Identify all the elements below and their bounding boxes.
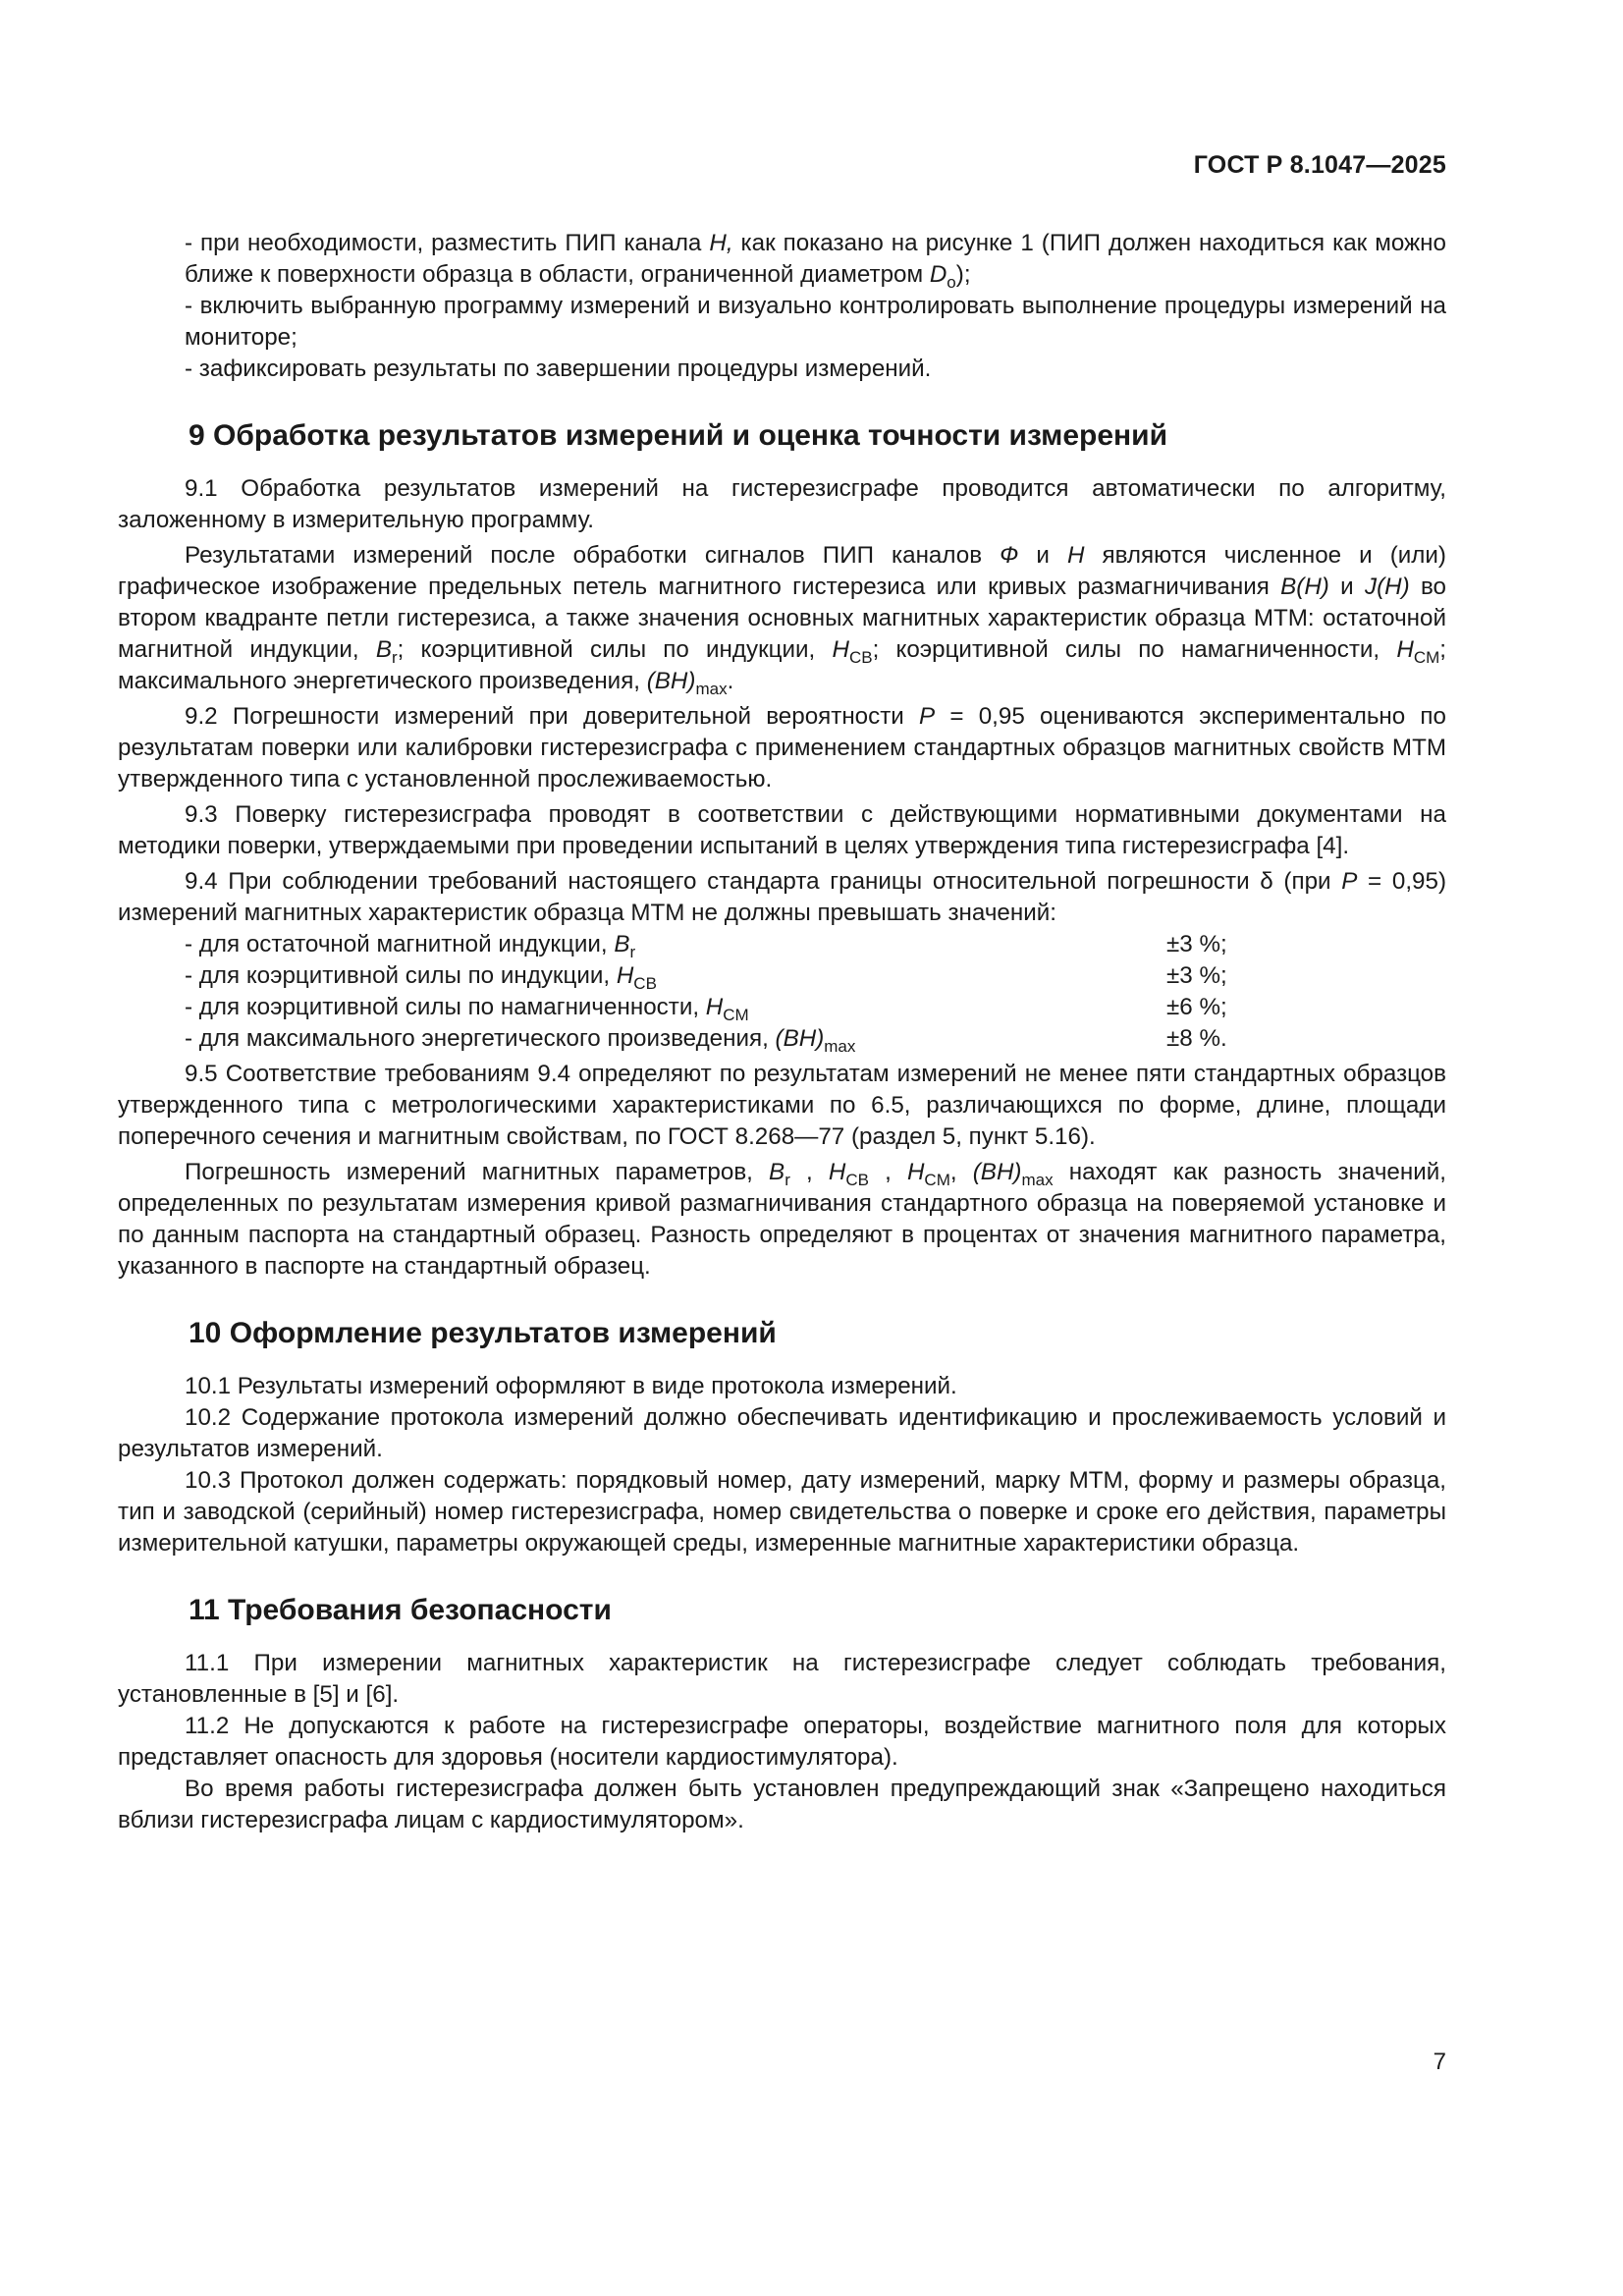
text-run: . xyxy=(727,668,734,694)
para-10-2: 10.2 Содержание протокола измерений должно обеспечивать идентификацию и прослеживаемость условий и результатов измерений. xyxy=(118,1404,1446,1462)
para-9-5: 9.5 Соответствие требованиям 9.4 определяют по результатам измерений не менее пяти стандартных образцов утвержденного типа с метрологическими характеристиками по 6.5, различающихся по форме, длине, площади поперечного сечения и магнитным свойствам, по ГОСТ 8.268—77 (раздел 5, пункт 5.16). xyxy=(118,1061,1446,1150)
subscript: max xyxy=(824,1037,856,1056)
text-run: 9.4 При соблюдении требований настоящего стандарта границы относительной погрешности δ (при xyxy=(185,868,1342,895)
text-run: , xyxy=(868,1159,907,1185)
text-run: = 0,95 оцениваются экспериментально по результатам поверки или калибровки гистерезисграфа с применением стандартных образцов магнитных свойств МТМ утвержденного типа с установленной прослеживаемостью. xyxy=(118,703,1446,793)
text-run: и xyxy=(1018,542,1067,569)
limit-row xyxy=(118,992,1446,1023)
text-run: 9.2 Погрешности измерений при доверительной вероятности xyxy=(185,703,920,730)
text-run: , xyxy=(789,1159,829,1185)
para-11-3: Во время работы гистерезисграфа должен быть установлен предупреждающий знак «Запрещено находиться вблизи гистерезисграфа лицам с кардиостимулятором». xyxy=(118,1776,1446,1833)
para-9-2 xyxy=(118,701,1446,795)
symbol-phi: Ф xyxy=(1000,542,1019,569)
limit-row xyxy=(118,929,1446,960)
symbol-h: H, xyxy=(709,230,733,256)
symbol-b: B xyxy=(769,1159,785,1185)
para-11-1: 11.1 При измерении магнитных характеристик на гистерезисграфе следует соблюдать требования, установленные в [5] и [6]. xyxy=(118,1650,1446,1708)
symbol-h: H xyxy=(906,1159,925,1185)
subscript: CM xyxy=(723,1006,749,1024)
text-run: ); xyxy=(955,261,971,288)
subscript: o xyxy=(947,273,956,292)
limit-label xyxy=(185,992,1166,1023)
subscript: CB xyxy=(848,648,873,667)
limit-row xyxy=(118,960,1446,992)
limit-row xyxy=(118,1023,1446,1055)
text-run: - для коэрцитивной силы по индукции, xyxy=(185,962,617,989)
symbol-jh: J(H) xyxy=(1365,574,1410,600)
limit-label xyxy=(185,1023,1166,1055)
text-run: как показано на рисунке 1 (ПИП должен находиться как можно ближе к поверхности образца в области, ограниченной диаметром xyxy=(185,230,1446,288)
para-11-2: 11.2 Не допускаются к работе на гистерезисграфе операторы, воздействие магнитного поля для которых представляет опасность для здоровья (носители кардиостимулятора). xyxy=(118,1713,1446,1771)
symbol: H xyxy=(705,994,724,1020)
symbol-d: D xyxy=(929,261,947,288)
para-9-1-results xyxy=(118,540,1446,697)
symbol-bh: B(H) xyxy=(1280,574,1329,600)
symbol: B xyxy=(614,931,630,957)
intro-bullet-2: - включить выбранную программу измерений и визуально контролировать выполнение процедуры измерений на мониторе; xyxy=(185,293,1446,351)
text-run: являются численное и (или) графическое изображение предельных петель магнитного гистерезиса или кривых размагничивания xyxy=(118,542,1446,600)
text-run: - для остаточной магнитной индукции, xyxy=(185,931,615,957)
text-run: Результатами измерений после обработки сигналов ПИП каналов xyxy=(185,542,1001,569)
page-number: 7 xyxy=(1433,2049,1446,2075)
limit-value: ±8 %. xyxy=(1166,1025,1227,1052)
standard-designation: ГОСТ Р 8.1047—2025 xyxy=(1193,151,1446,179)
text-run: Погрешность измерений магнитных параметров, xyxy=(185,1159,770,1185)
subscript: r xyxy=(629,943,636,961)
subscript: CB xyxy=(633,974,657,993)
symbol-h: H xyxy=(828,1159,846,1185)
subscript: CM xyxy=(924,1171,950,1189)
limit-label xyxy=(185,929,1166,960)
subscript: r xyxy=(784,1171,790,1189)
symbol-b: B xyxy=(375,636,392,663)
para-9-5-error xyxy=(118,1157,1446,1283)
text-run: , xyxy=(949,1159,973,1185)
section-10-title: 10 Оформление результатов измерений xyxy=(189,1317,777,1349)
document-body xyxy=(118,228,1446,1836)
limit-value: ±3 %; xyxy=(1166,962,1227,989)
para-10-1: 10.1 Результаты измерений оформляют в виде протокола измерений. xyxy=(185,1373,957,1399)
para-10-3: 10.3 Протокол должен содержать: порядковый номер, дату измерений, марку МТМ, форму и размеры образца, тип и заводской (серийный) номер гистерезисграфа, номер свидетельства о поверке и сроке его действия, параметры измерительной катушки, параметры окружающей среды, измеренные магнитные характеристики образца. xyxy=(118,1467,1446,1557)
text-run: - для коэрцитивной силы по намагниченности, xyxy=(185,994,706,1020)
limit-value: ±3 %; xyxy=(1166,931,1227,957)
subscript: r xyxy=(391,648,398,667)
symbol-p: P xyxy=(919,703,936,730)
symbol-p: P xyxy=(1341,868,1358,895)
text-run: находят как разность значений, определенных по результатам измерения кривой размагничивания стандартного образца на поверяемой установке и по данным паспорта на стандартный образец. Разность определяют в процентах от значения магнитного параметра, указанного в паспорте на стандартный образец. xyxy=(118,1159,1446,1280)
text-run: и xyxy=(1328,574,1365,600)
symbol-h: H xyxy=(832,636,849,663)
text-run: во втором квадранте петли гистерезиса, а также значения основных магнитных характеристик образца МТМ: остаточной магнитной индукции, xyxy=(118,574,1447,663)
section-9-title: 9 Обработка результатов измерений и оценка точности измерений xyxy=(189,419,1168,452)
symbol: H xyxy=(616,962,634,989)
limit-label xyxy=(185,960,1166,992)
text-run: ; коэрцитивной силы по индукции, xyxy=(397,636,833,663)
subscript: max xyxy=(695,680,728,698)
para-9-4 xyxy=(118,866,1446,929)
text-run: = 0,95) измерений магнитных характеристик образца МТМ не должны превышать значений: xyxy=(118,868,1447,926)
symbol-bh: (BH) xyxy=(972,1159,1022,1185)
text-run: ; коэрцитивной силы по намагниченности, xyxy=(872,636,1397,663)
subscript: CM xyxy=(1413,648,1440,667)
subscript: CB xyxy=(845,1171,869,1189)
limit-value: ±6 %; xyxy=(1166,994,1227,1020)
symbol-bh: (BH) xyxy=(646,668,696,694)
symbol: (BH) xyxy=(775,1025,825,1052)
text-run: ; максимального энергетического произведения, xyxy=(118,636,1446,694)
text-run: - при необходимости, разместить ПИП канала xyxy=(185,230,710,256)
intro-bullet-3: - зафиксировать результаты по завершении процедуры измерений. xyxy=(185,355,932,382)
symbol-h: Н xyxy=(1066,542,1085,569)
subscript: max xyxy=(1021,1171,1054,1189)
intro-bullet-1 xyxy=(118,228,1446,291)
para-9-3: 9.3 Поверку гистерезисграфа проводят в соответствии с действующими нормативными документами на методики поверки, утверждаемыми при проведении испытаний в целях утверждения типа гистерезисграфа [4]. xyxy=(118,801,1446,859)
symbol-h: H xyxy=(1396,636,1414,663)
text-run: - для максимального энергетического произведения, xyxy=(185,1025,776,1052)
section-11-title: 11 Требования безопасности xyxy=(189,1594,612,1626)
para-9-1: 9.1 Обработка результатов измерений на гистерезисграфе проводится автоматически по алгоритму, заложенному в измерительную программу. xyxy=(118,475,1446,533)
